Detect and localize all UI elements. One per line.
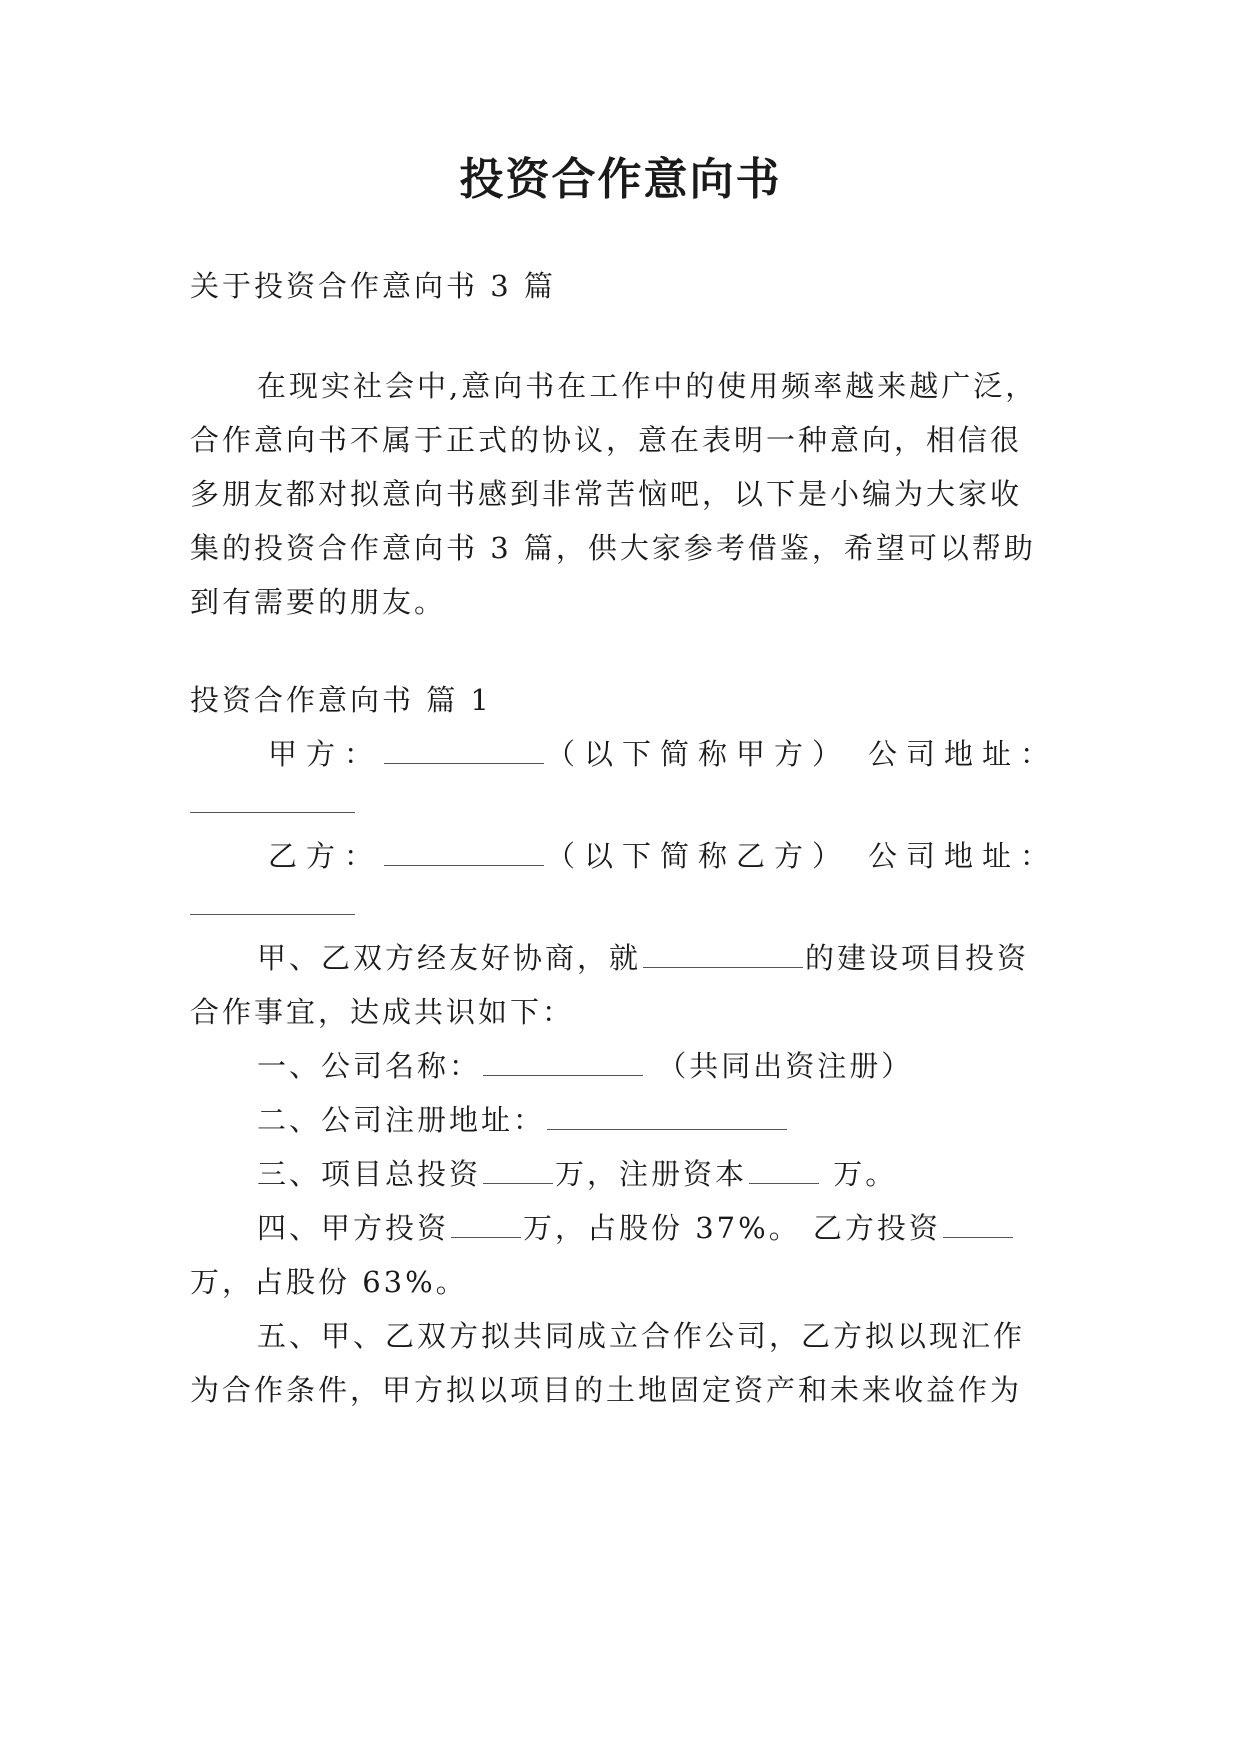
item-3-mid: 万，注册资本 — [555, 1157, 748, 1191]
consult-line-1-post: 的建设项目投资 — [805, 941, 1030, 975]
total-investment-blank — [483, 1157, 553, 1184]
intro-line-3: 多朋友都对拟意向书感到非常苦恼吧，以下是小编为大家收 — [190, 477, 1023, 511]
intro-line-2: 合作意向书不属于正式的协议，意在表明一种意向，相信很 — [190, 423, 1023, 457]
party-a-address-label: 公司地址： — [868, 737, 1059, 771]
party-b-note: （以下简称乙方） — [546, 839, 851, 873]
project-blank — [643, 941, 803, 968]
item-2-pre: 二、公司注册地址： — [257, 1103, 546, 1137]
party-b-line — [268, 836, 850, 876]
item-2 — [257, 1100, 789, 1140]
registered-capital-blank — [749, 1157, 819, 1184]
item-1 — [257, 1046, 913, 1086]
party-a-address-blank — [190, 812, 355, 813]
section-heading: 投资合作意向书 篇 1 — [190, 683, 492, 717]
party-a-label: 甲方： — [268, 737, 383, 771]
item-4 — [257, 1208, 1015, 1248]
item-4-line-2: 万，占股份 63%。 — [190, 1265, 468, 1299]
consult-line-1-pre: 甲、乙双方经友好协商，就 — [257, 941, 642, 975]
party-b-name-blank — [384, 839, 544, 866]
company-name-blank — [483, 1049, 643, 1076]
item-3-pre: 三、项目总投资 — [257, 1157, 482, 1191]
item-5-line-1: 五、甲、乙双方拟共同成立合作公司，乙方拟以现汇作 — [257, 1319, 1026, 1353]
party-b-label: 乙方： — [268, 839, 383, 873]
item-4-pre: 四、甲方投资 — [257, 1211, 450, 1245]
item-1-post: （共同出资注册） — [657, 1049, 914, 1083]
party-a-name-blank — [384, 737, 544, 764]
consult-line-1 — [257, 938, 1029, 978]
registered-address-blank — [547, 1103, 787, 1130]
document-title: 投资合作意向书 — [459, 154, 782, 205]
intro-line-4: 集的投资合作意向书 3 篇，供大家参考借鉴，希望可以帮助 — [190, 531, 1036, 565]
intro-line-5: 到有需要的朋友。 — [190, 585, 447, 619]
party-a-note: （以下简称甲方） — [546, 737, 851, 771]
intro-line-1: 在现实社会中,意向书在工作中的使用频率越来越广泛， — [257, 369, 1038, 403]
item-1-pre: 一、公司名称： — [257, 1049, 482, 1083]
party-a-line — [268, 734, 850, 774]
item-5-line-2: 为合作条件，甲方拟以项目的土地固定资产和未来收益作为 — [190, 1373, 1023, 1407]
item-3-post: 万。 — [821, 1157, 898, 1191]
item-3 — [257, 1154, 897, 1194]
party-a-investment-blank — [451, 1211, 521, 1238]
consult-line-2: 合作事宜，达成共识如下： — [190, 995, 575, 1029]
item-4-mid: 万，占股份 37%。 乙方投资 — [523, 1211, 941, 1245]
party-b-address-blank — [190, 914, 355, 915]
party-b-investment-blank — [943, 1211, 1013, 1238]
party-b-address-label: 公司地址： — [868, 839, 1059, 873]
document-subtitle: 关于投资合作意向书 3 篇 — [190, 269, 556, 303]
